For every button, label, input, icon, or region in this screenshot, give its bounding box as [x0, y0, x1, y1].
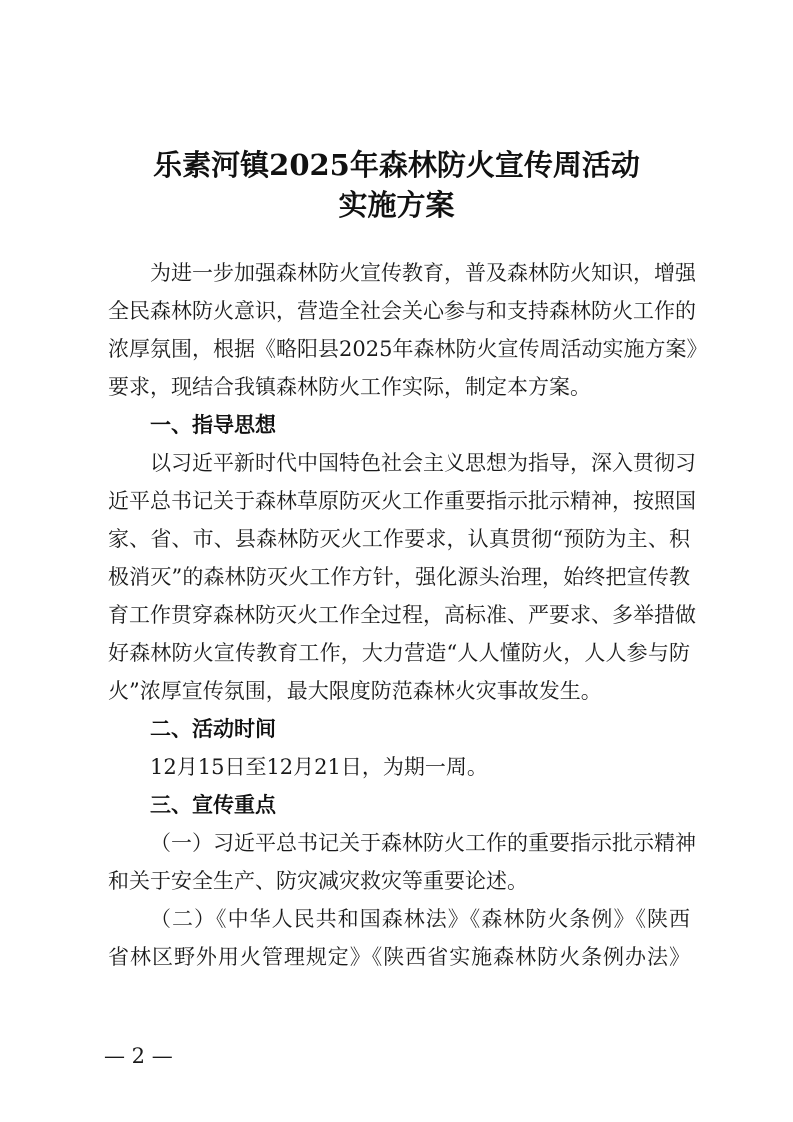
guiding-ideology-line-2: 近平总书记关于森林草原防灭火工作重要指示批示精神，按照国: [108, 489, 696, 513]
guiding-ideology-line-3: 家、省、市、县森林防灭火工作要求，认真贯彻“预防为主、积: [108, 527, 690, 551]
intro-line-2: 全民森林防火意识，营造全社会关心参与和支持森林防火工作的: [108, 299, 696, 323]
publicity-item-1-line-1: （一）习近平总书记关于森林防火工作的重要指示批示精神: [150, 831, 696, 855]
section-heading-guiding-ideology: 一、指导思想: [150, 413, 276, 437]
guiding-ideology-line-4: 极消灭”的森林防灭火工作方针，强化源头治理，始终把宣传教: [108, 565, 690, 589]
publicity-item-2-line-1: （二）《中华人民共和国森林法》《森林防火条例》《陕西: [150, 907, 690, 931]
intro-line-3: 浓厚氛围，根据《略阳县2025年森林防火宣传周活动实施方案》: [108, 337, 708, 361]
publicity-item-1-line-2: 和关于安全生产、防灾减灾救灾等重要论述。: [108, 869, 528, 893]
document-title-line-2: 实施方案: [338, 188, 455, 222]
guiding-ideology-line-5: 育工作贯穿森林防灭火工作全过程，高标准、严要求、多举措做: [108, 603, 696, 627]
intro-line-1: 为进一步加强森林防火宣传教育，普及森林防火知识，增强: [150, 261, 696, 285]
guiding-ideology-line-1: 以习近平新时代中国特色社会主义思想为指导，深入贯彻习: [150, 451, 696, 475]
document-title-line-1: 乐素河镇2025年森林防火宣传周活动: [153, 148, 640, 182]
section-heading-activity-time: 二、活动时间: [150, 717, 276, 741]
guiding-ideology-line-7: 火”浓厚宣传氛围，最大限度防范森林火灾事故发生。: [108, 679, 602, 703]
page-number: — 2 —: [104, 1044, 173, 1068]
activity-time-text: 12月15日至12月21日，为期一周。: [150, 755, 488, 779]
publicity-item-2-line-2: 省林区野外用火管理规定》《陕西省实施森林防火条例办法》: [108, 945, 690, 969]
intro-line-4: 要求，现结合我镇森林防火工作实际，制定本方案。: [108, 375, 591, 399]
section-heading-publicity-focus: 三、宣传重点: [150, 793, 276, 817]
guiding-ideology-line-6: 好森林防火宣传教育工作，大力营造“人人懂防火，人人参与防: [108, 641, 690, 665]
